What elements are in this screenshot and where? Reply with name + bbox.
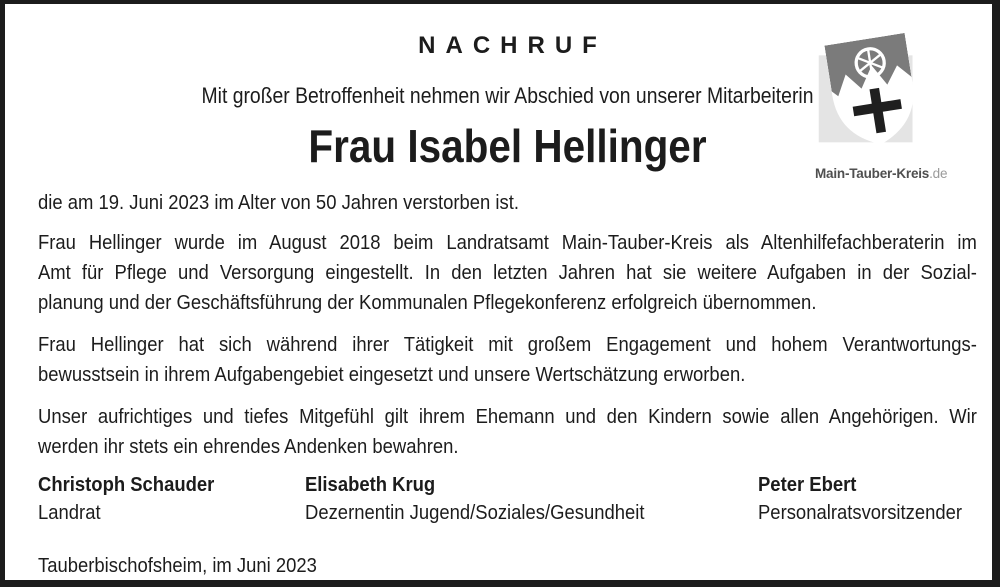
body-line: Amt für Pflege und Versorgung eingestellt. In den letzten Jahren hat sie weitere Aufgaben in der Sozial- [38,261,977,284]
main-tauber-kreis-logo [812,30,948,181]
signature-block [38,471,977,527]
logo-caption-main: Main-Tauber-Kreis [815,166,930,181]
notice-sheet [5,4,992,580]
logo-caption [815,166,948,181]
signatory-dezernentin [305,471,758,527]
notice-body [38,188,977,462]
signatory-personalrat [758,471,985,527]
intro-text: Mit großer Betroffenheit nehmen wir Abschied von unserer Mitarbeiterin [201,83,814,108]
signatory-role: Personalratsvorsitzender [758,501,963,524]
body-line: Unser aufrichtiges und tiefes Mitgefühl gilt ihrem Ehemann und den Kindern sowie allen Angehörigen. Wir [38,405,977,428]
signatory-role: Landrat [38,501,101,524]
body-line: Frau Hellinger hat sich während ihrer Tätigkeit mit großem Engagement und hohem Verantwortungs- [38,333,977,356]
main-tauber-kreis-coat-of-arms-icon [812,30,928,158]
signatory-landrat [38,471,305,527]
kicker-text: NACHRUF [418,32,607,59]
body-line: werden ihr stets ein ehrendes Andenken bewahren. [38,435,459,458]
body-line: Frau Hellinger wurde im August 2018 beim Landratsamt Main-Tauber-Kreis als Altenhilfefachberaterin im [38,231,977,254]
paragraph-appreciation [38,330,977,390]
signatory-name: Elisabeth Krug [305,473,436,496]
signatory-role: Dezernentin Jugend/Soziales/Gesundheit [305,501,645,524]
place-date-line: Tauberbischofsheim, im Juni 2023 [38,554,317,577]
body-line: bewusstsein in ihrem Aufgabengebiet eingesetzt und unsere Wertschätzung erworben. [38,363,746,386]
paragraph-condolence [38,402,977,462]
signatory-name: Peter Ebert [758,473,857,496]
deceased-name-text: Frau Isabel Hellinger [308,120,707,172]
logo-caption-suffix: .de [929,166,948,181]
signatory-name: Christoph Schauder [38,473,215,496]
death-line: die am 19. Juni 2023 im Alter von 50 Jahren verstorben ist. [38,191,519,214]
paragraph-career [38,228,977,318]
body-line: planung und der Geschäftsführung der Kommunalen Pflegekonferenz erfolgreich übernommen. [38,291,817,314]
